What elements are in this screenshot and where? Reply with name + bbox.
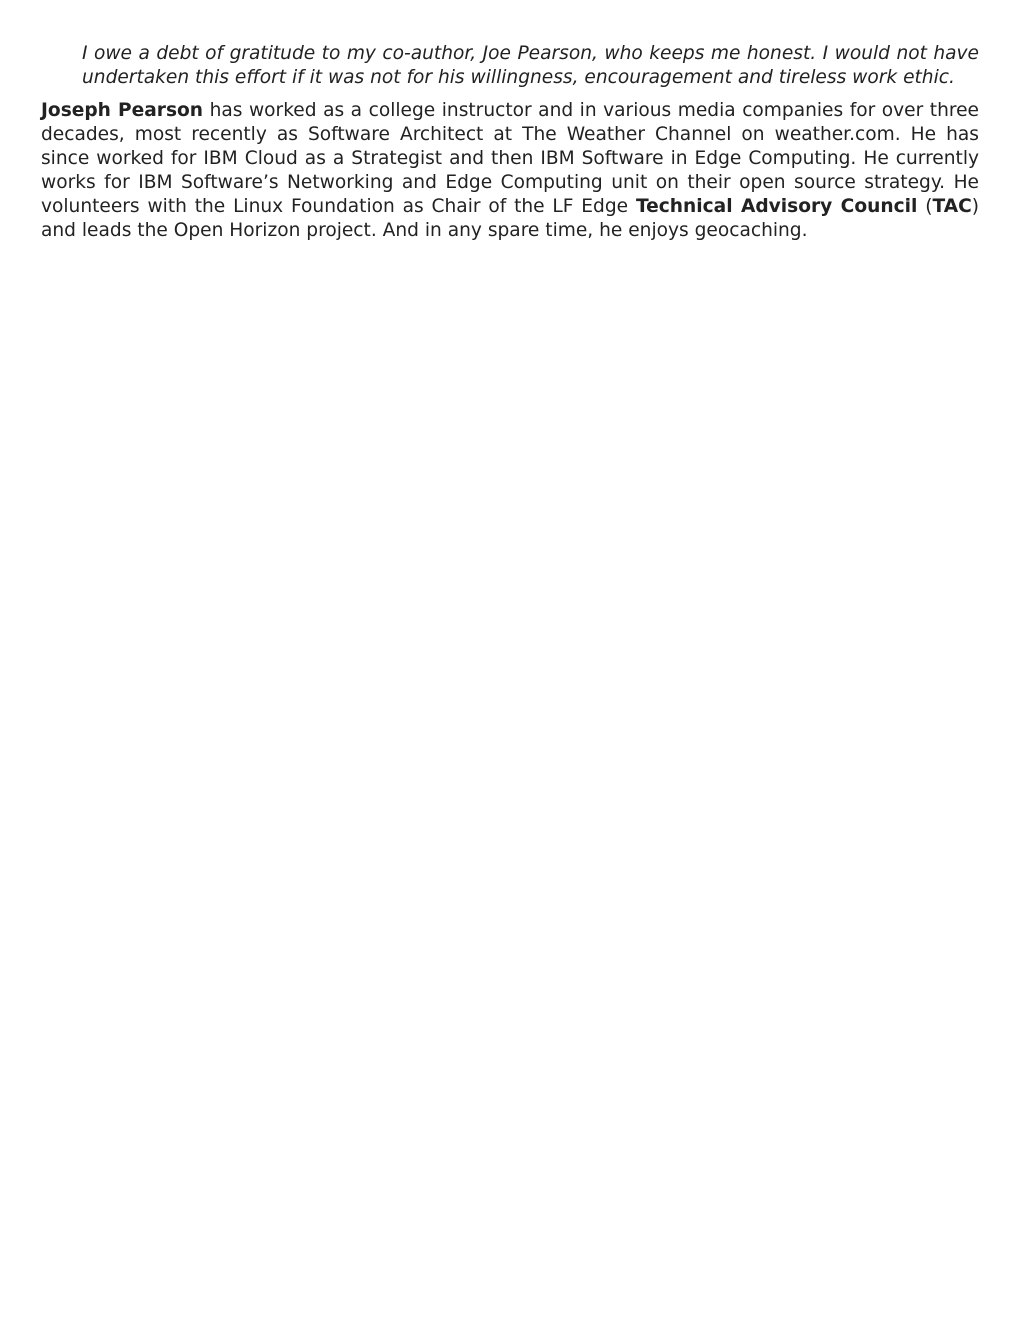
bio-text-part-1: has worked as a college instructor and in various media companies for over three decades, most recently as Software Architect at The Weather Channel on weather.com. He has since worked for IBM Cloud as a Strategist and then IBM Software in Edge Computing. He currently works for IBM Software’s Networking and Edge Computing unit on their open source strategy. He volunteers with the Linux Foundation as Chair of the LF Edge xyxy=(41,100,979,217)
document-page xyxy=(41,42,979,243)
author-name: Joseph Pearson xyxy=(41,100,204,121)
author-bio-paragraph xyxy=(41,99,979,243)
acknowledgement-paragraph: I owe a debt of gratitude to my co-author, Joe Pearson, who keeps me honest. I would not have undertaken this effort if it was not for his willingness, encouragement and tireless work ethic. xyxy=(82,43,979,88)
council-abbreviation: TAC xyxy=(932,196,972,217)
bio-text-part-3: ) and leads the Open Horizon project. And in any spare time, he enjoys geocaching. xyxy=(41,196,979,241)
council-name: Technical Advisory Council xyxy=(635,196,918,217)
bio-text-part-2: ( xyxy=(917,196,933,217)
